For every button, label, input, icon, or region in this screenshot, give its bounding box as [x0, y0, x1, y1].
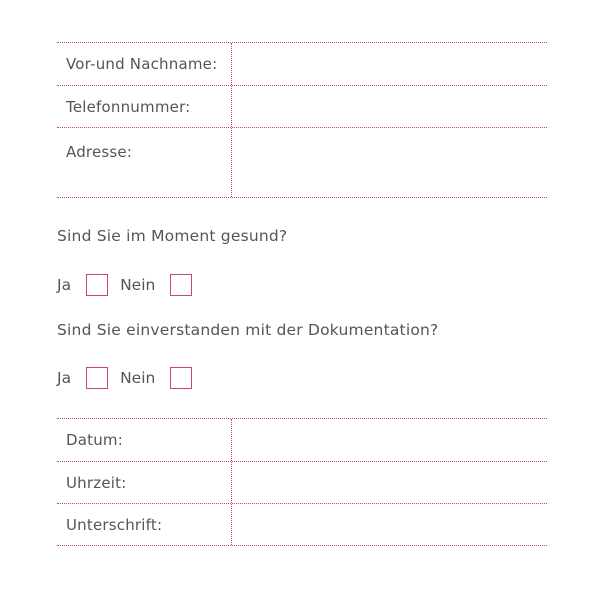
date-label: Datum:	[57, 419, 232, 461]
name-field[interactable]	[232, 43, 547, 85]
name-label: Vor-und Nachname:	[57, 43, 232, 85]
health-no-label: Nein	[120, 276, 156, 294]
health-yes-label: Ja	[57, 276, 72, 294]
address-label: Adresse:	[57, 128, 232, 197]
question-health: Sind Sie im Moment gesund?	[57, 227, 288, 245]
date-row	[57, 419, 547, 462]
signature-field[interactable]	[232, 504, 547, 545]
date-field[interactable]	[232, 419, 547, 461]
signature-label: Unterschrift:	[57, 504, 232, 545]
name-row	[57, 43, 547, 86]
documentation-yes-label: Ja	[57, 369, 72, 387]
health-no-checkbox[interactable]	[170, 274, 192, 296]
phone-field[interactable]	[232, 86, 547, 127]
documentation-options	[57, 367, 192, 389]
health-yes-checkbox[interactable]	[86, 274, 108, 296]
signature-row	[57, 504, 547, 546]
question-documentation: Sind Sie einverstanden mit der Dokumentation?	[57, 321, 439, 339]
time-label: Uhrzeit:	[57, 462, 232, 503]
address-field[interactable]	[232, 128, 547, 197]
phone-label: Telefonnummer:	[57, 86, 232, 127]
documentation-no-checkbox[interactable]	[170, 367, 192, 389]
time-field[interactable]	[232, 462, 547, 503]
signature-table	[57, 418, 547, 546]
health-options	[57, 274, 192, 296]
phone-row	[57, 86, 547, 128]
documentation-yes-checkbox[interactable]	[86, 367, 108, 389]
time-row	[57, 462, 547, 504]
personal-details-table	[57, 42, 547, 198]
documentation-no-label: Nein	[120, 369, 156, 387]
address-row	[57, 128, 547, 198]
